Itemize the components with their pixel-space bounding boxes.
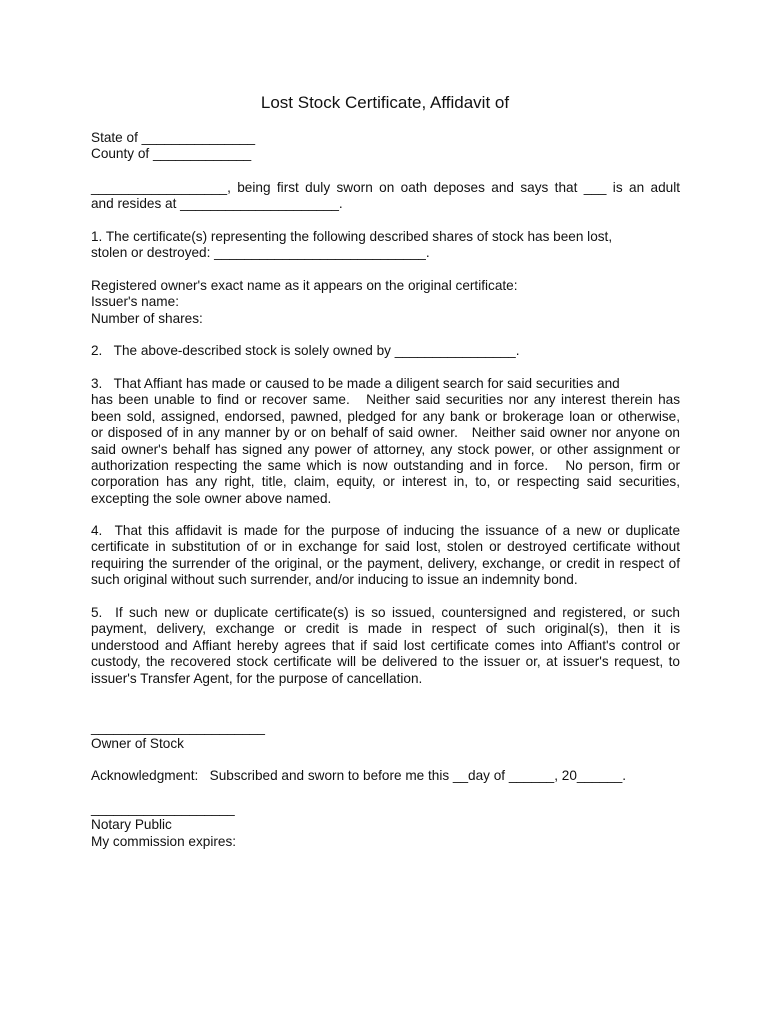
page-title: Lost Stock Certificate, Affidavit of	[260, 93, 510, 112]
state-line: State of _______________	[91, 130, 256, 145]
notary-block	[91, 801, 680, 850]
acknowledgment-line: Acknowledgment: Subscribed and sworn to before me this __day of ______, 20______.	[91, 768, 627, 783]
number-of-shares-label: Number of shares:	[91, 310, 203, 326]
paragraph-2-line: 2. The above-described stock is solely owned by ________________.	[91, 343, 520, 358]
paragraph-3-line: or disposed of in any manner by or on behalf of said owner. Neither said owner nor anyone on	[91, 425, 680, 441]
paragraph-4	[91, 523, 680, 589]
paragraph-3-line: excepting the sole owner above named.	[91, 490, 332, 506]
paragraph-4-line: requiring the surrender of the original, or the payment, delivery, exchange, or credit in respect of	[91, 555, 680, 571]
paragraph-4-line: 4. That this affidavit is made for the purpose of inducing the issuance of a new or duplicate	[91, 523, 680, 538]
paragraph-3-line: been sold, assigned, endorsed, pawned, pledged for any bank or brokerage loan or otherwise,	[91, 408, 680, 424]
paragraph-1-line: stolen or destroyed: ____________________________.	[91, 245, 430, 261]
paragraph-3	[91, 376, 680, 507]
paragraph-4-line: certificate in substitution of or in exchange for said lost, stolen or destroyed certificate without	[91, 539, 680, 555]
intro-line: and resides at _____________________.	[91, 196, 343, 212]
county-line: County of _____________	[91, 146, 252, 162]
notary-signature-line: ___________________	[91, 801, 235, 816]
intro-paragraph	[91, 180, 680, 213]
owner-signature-block	[91, 720, 680, 753]
signature-line: _______________________	[91, 720, 265, 735]
owner-of-stock-label: Owner of Stock	[91, 736, 184, 752]
paragraph-1-line: 1. The certificate(s) representing the following described shares of stock has been lost,	[91, 229, 613, 244]
paragraph-5-line: issuer's Transfer Agent, for the purpose of cancellation.	[91, 670, 423, 686]
issuer-name-label: Issuer's name:	[91, 294, 179, 310]
commission-expires-label: My commission expires:	[91, 833, 237, 849]
paragraph-2	[91, 343, 680, 359]
paragraph-1	[91, 229, 680, 262]
jurisdiction-block	[91, 130, 680, 163]
paragraph-3-line: said owner's behalf has signed any power of attorney, any stock power, or other assignment or	[91, 441, 680, 457]
paragraph-5-line: payment, delivery, exchange or credit is made in respect of such original(s), then it is	[91, 621, 680, 637]
paragraph-3-line: authorization respecting the same which is now outstanding and in force. No person, firm or	[91, 458, 680, 474]
paragraph-5-line: custody, the recovered stock certificate will be delivered to the issuer or, at issuer's request, to	[91, 654, 680, 670]
paragraph-3-line: 3. That Affiant has made or caused to be made a diligent search for said securities and	[91, 376, 620, 391]
paragraph-5-line: understood and Affiant hereby agrees that if said lost certificate comes into Affiant's control or	[91, 637, 680, 653]
paragraph-3-line: corporation has any right, title, claim, equity, or interest in, to, or respecting said securities,	[91, 474, 680, 490]
paragraph-5-line: 5. If such new or duplicate certificate(s) is so issued, countersigned and registered, or such	[91, 605, 680, 620]
acknowledgment-block	[91, 768, 680, 784]
registered-owner-label: Registered owner's exact name as it appears on the original certificate:	[91, 278, 518, 293]
intro-line: __________________, being first duly sworn on oath deposes and says that ___ is an adult	[91, 180, 680, 195]
notary-public-label: Notary Public	[91, 817, 172, 833]
paragraph-4-line: such original without such surrender, and/or inducing to issue an indemnity bond.	[91, 572, 578, 588]
paragraph-5	[91, 605, 680, 687]
paragraph-3-line: has been unable to find or recover same. Neither said securities nor any interest therein has	[91, 392, 680, 408]
owner-info-block	[91, 278, 680, 327]
